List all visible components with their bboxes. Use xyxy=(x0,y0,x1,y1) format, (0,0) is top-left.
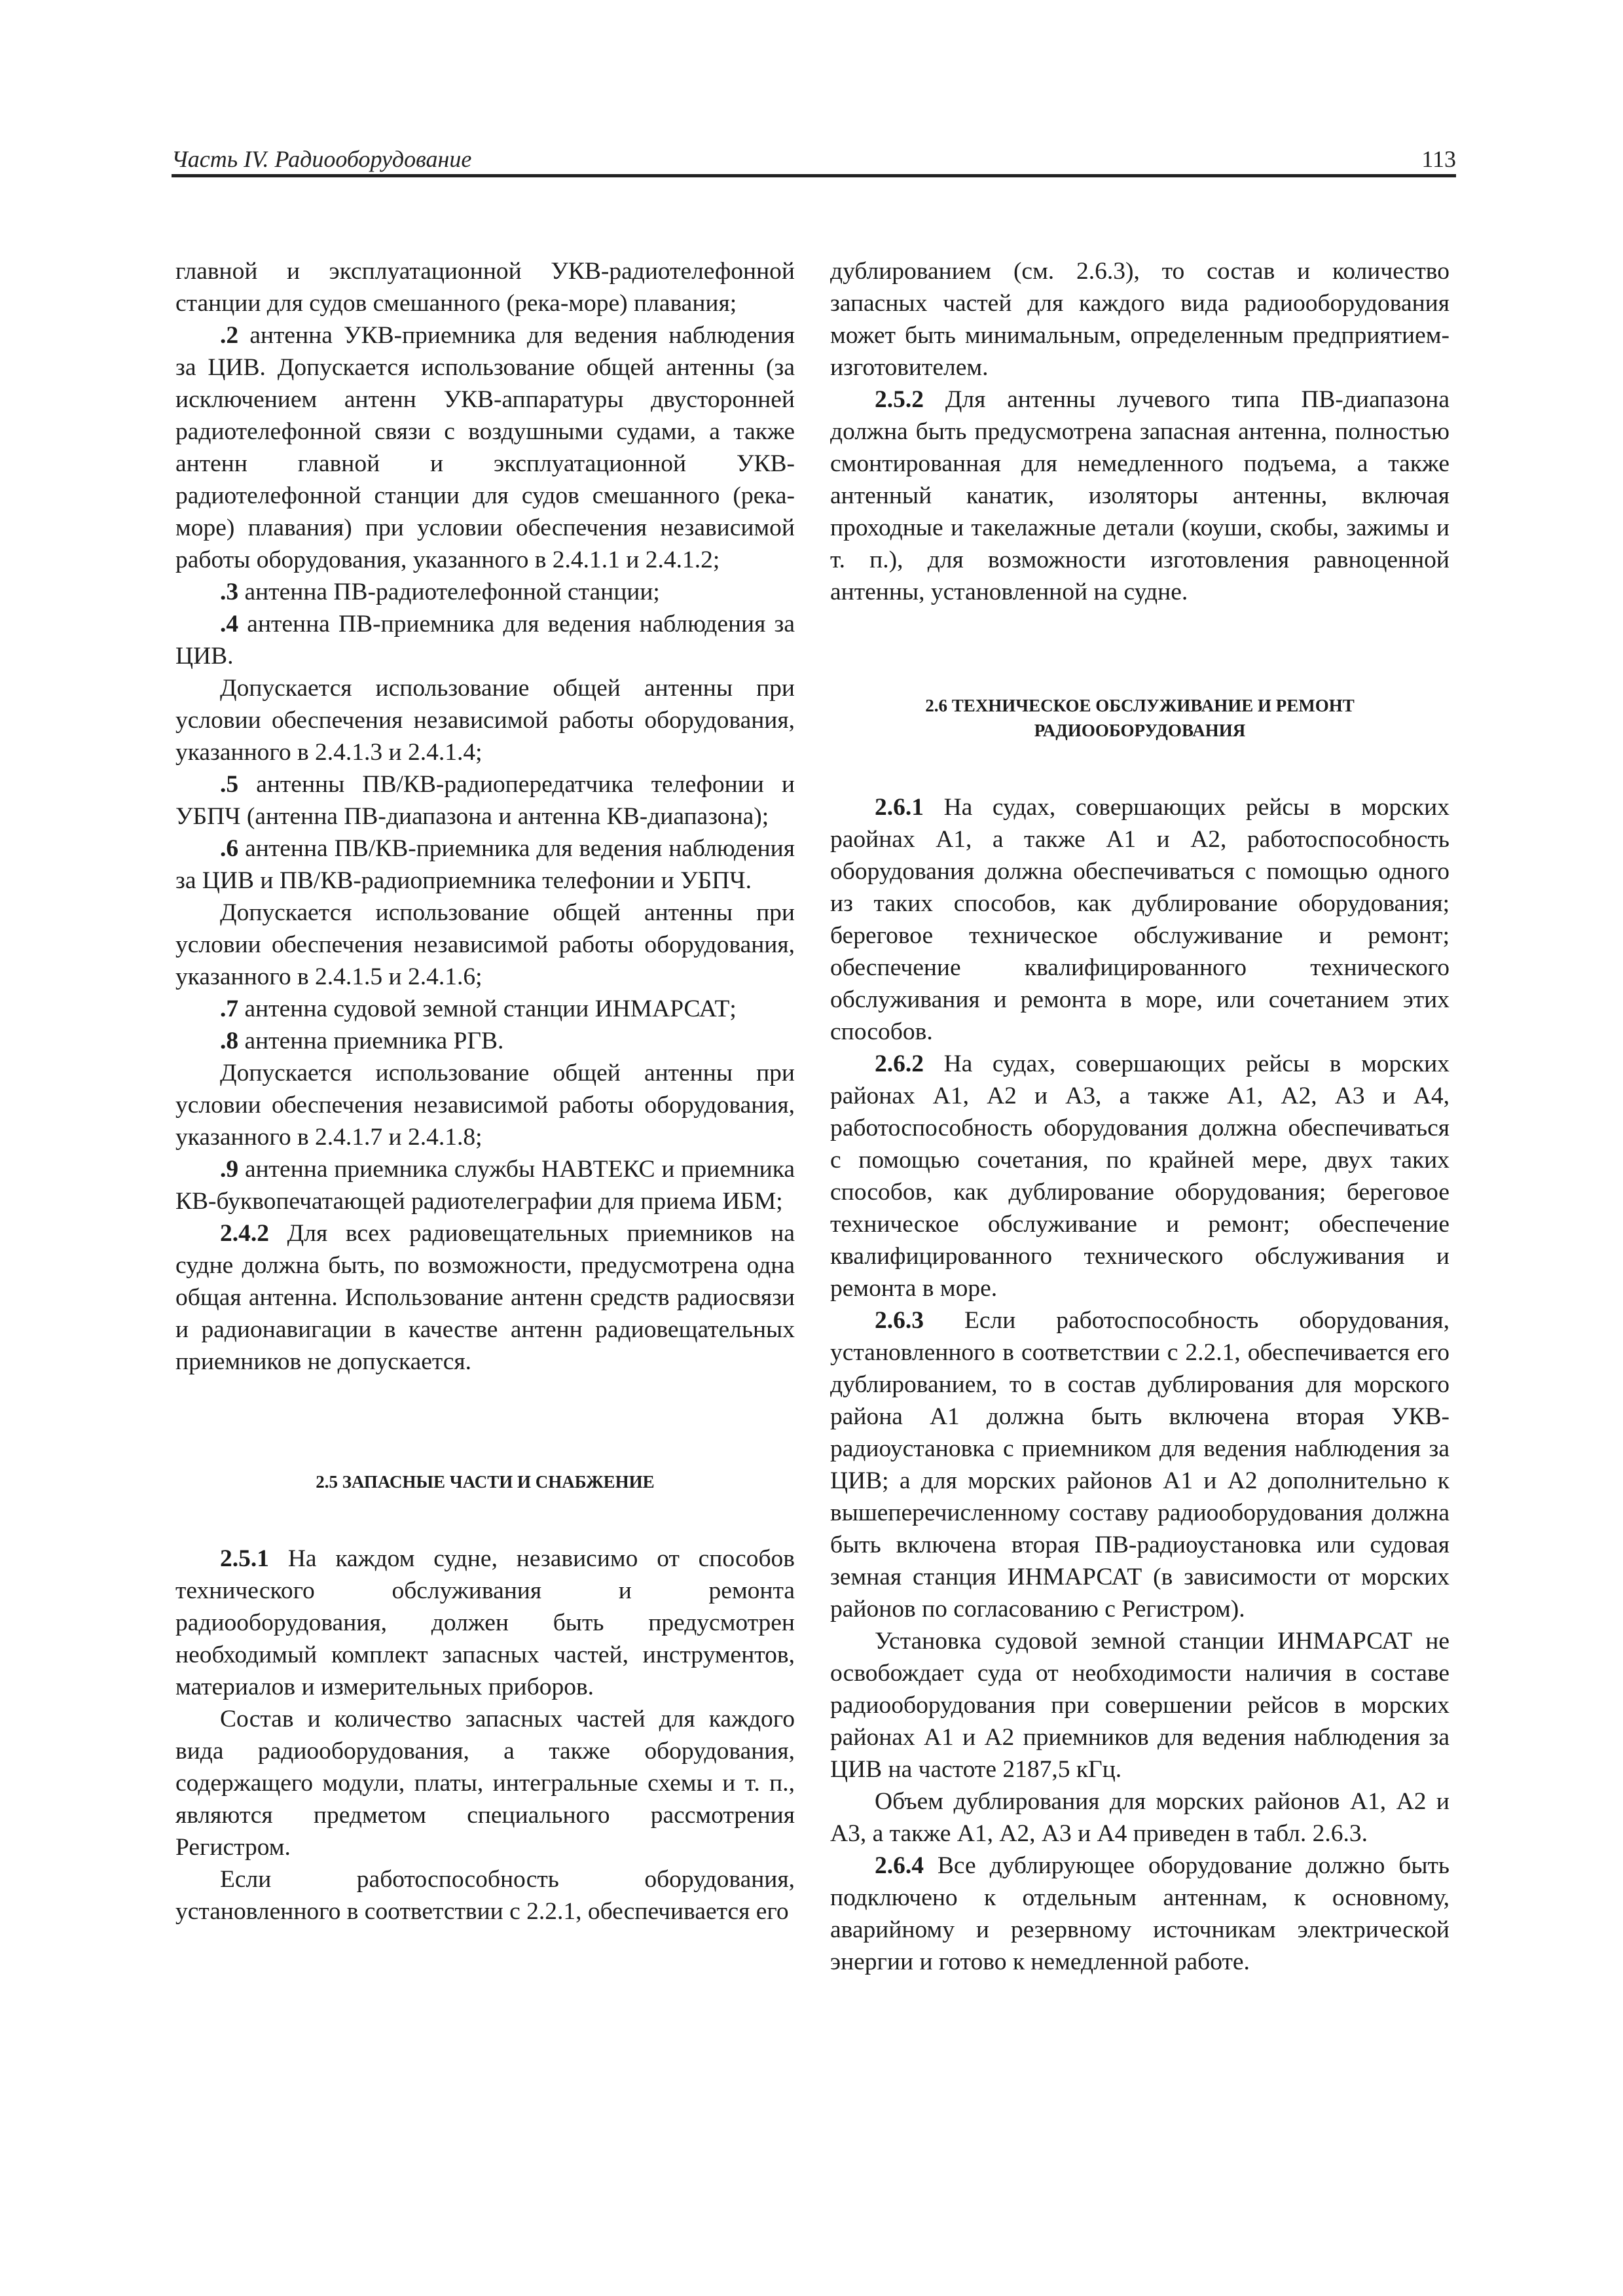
paragraph: 2.6.4 Все дублирующее оборудование должно быть подключено к отдельным антеннам, к основному, аварийному и резервному источникам электрической энергии и готово к немедленной работе. xyxy=(830,1852,1450,1975)
section-heading-2-6: 2.6 ТЕХНИЧЕСКОЕ ОБСЛУЖИВАНИЕ И РЕМОНТ РАДИООБОРУДОВАНИЯ xyxy=(925,696,1355,740)
page-number: 113 xyxy=(1421,146,1456,172)
left-column xyxy=(175,255,795,1928)
paragraph: главной и эксплуатационной УКВ-радиотелефонной станции для судов смешанного (река-море) плавания; xyxy=(175,258,795,317)
section-heading-2-5: 2.5 ЗАПАСНЫЕ ЧАСТИ И СНАБЖЕНИЕ xyxy=(316,1472,655,1492)
list-item: .2 антенна УКВ-приемника для ведения наблюдения за ЦИВ. Допускается использование общей антенны (за исключением антенн УКВ-аппаратуры двусторонней радиотелефонной связи с воздушными судами, а также антенн главной и эксплуатационной УКВ-радиотелефонной станции для судов смешанного (река-море) плавания) при условии обеспечения независимой работы оборудования, указанного в 2.4.1.1 и 2.4.1.2; xyxy=(175,322,795,573)
paragraph: Допускается использование общей антенны при условии обеспечения независимой работы оборудования, указанного в 2.4.1.5 и 2.4.1.6; xyxy=(175,899,795,990)
paragraph: Если работоспособность оборудования, установленного в соответствии с 2.2.1, обеспечивается его xyxy=(175,1866,795,1925)
list-item: .6 антенна ПВ/КВ-приемника для ведения наблюдения за ЦИВ и ПВ/КВ-радиоприемника телефонии и УБПЧ. xyxy=(175,835,795,894)
list-item: .9 антенна приемника службы НАВТЕКС и приемника КВ-буквопечатающей радиотелеграфии для приема ИБМ; xyxy=(175,1156,795,1215)
paragraph: Состав и количество запасных частей для каждого вида радиооборудования, а также оборудования, содержащего модули, платы, интегральные схемы и т. п., являются предметом специального рассмотрения Регистром. xyxy=(175,1706,795,1861)
list-item: .4 антенна ПВ-приемника для ведения наблюдения за ЦИВ. xyxy=(175,611,795,670)
header-rule xyxy=(172,174,1456,177)
paragraph: 2.4.2 Для всех радиовещательных приемников на судне должна быть, по возможности, предусмотрена одна общая антенна. Использование антенн средств радиосвязи и радионавигации в качестве антенн радиовещательных приемников не допускается. xyxy=(175,1220,795,1375)
list-item: .7 антенна судовой земной станции ИНМАРСАТ; xyxy=(220,996,737,1022)
right-column xyxy=(830,255,1450,1978)
paragraph: Объем дублирования для морских районов А1, А2 и А3, а также А1, А2, А3 и А4 приведен в табл. 2.6.3. xyxy=(830,1788,1450,1847)
paragraph: 2.6.2 На судах, совершающих рейсы в морских районах А1, А2 и А3, а также А1, А2, А3 и А4, работоспособность оборудования должна обеспечиваться с помощью сочетания, по крайней мере, двух таких способов, как дублирование оборудования; береговое техническое обслуживание и ремонт; обеспечение квалифицированного технического обслуживания и ремонта в море. xyxy=(830,1050,1450,1302)
paragraph: 2.6.3 Если работоспособность оборудования, установленного в соответствии с 2.2.1, обеспечивается его дублированием, то в состав дублирования для морского района А1 должна быть включена вторая УКВ-радиоустановка с приемником для ведения наблюдения за ЦИВ; а для морских районов А1 и А2 дополнительно к вышеперечисленному составу радиооборудования должна быть включена вторая ПВ-радиоустановка или судовая земная станция ИНМАРСАТ (в зависимости от морских районов по согласованию с Регистром). xyxy=(830,1307,1450,1623)
paragraph: 2.5.1 На каждом судне, независимо от способов технического обслуживания и ремонта радиооборудования, должен быть предусмотрен необходимый комплект запасных частей, инструментов, материалов и измерительных приборов. xyxy=(175,1545,795,1700)
paragraph: Допускается использование общей антенны при условии обеспечения независимой работы оборудования, указанного в 2.4.1.3 и 2.4.1.4; xyxy=(175,675,795,766)
header-section-title: Часть IV. Радиооборудование xyxy=(172,146,472,172)
paragraph: дублированием (см. 2.6.3), то состав и количество запасных частей для каждого вида радиооборудования может быть минимальным, определенным предприятием-изготовителем. xyxy=(830,258,1450,381)
paragraph: Установка судовой земной станции ИНМАРСАТ не освобождает суда от необходимости наличия в составе радиооборудования при совершении рейсов в морских районах А1 и А2 приемников для ведения наблюдения за ЦИВ на частоте 2187,5 кГц. xyxy=(830,1628,1450,1783)
list-item: .5 антенны ПВ/КВ-радиопередатчика телефонии и УБПЧ (антенна ПВ-диапазона и антенна КВ-диапазона); xyxy=(175,771,795,830)
running-header xyxy=(172,139,1456,173)
list-item: .3 антенна ПВ-радиотелефонной станции; xyxy=(220,579,660,605)
paragraph: Допускается использование общей антенны при условии обеспечения независимой работы оборудования, указанного в 2.4.1.7 и 2.4.1.8; xyxy=(175,1060,795,1151)
list-item: .8 антенна приемника РГВ. xyxy=(220,1028,504,1054)
paragraph: 2.6.1 На судах, совершающих рейсы в морских раойнах А1, а также А1 и А2, работоспособность оборудования должна обеспечиваться с помощью одного из таких способов, как дублирование оборудования; береговое техническое обслуживание и ремонт; обеспечение квалифицированного технического обслуживания и ремонта в море, или сочетанием этих способов. xyxy=(830,794,1450,1045)
paragraph: 2.5.2 Для антенны лучевого типа ПВ-диапазона должна быть предусмотрена запасная антенна, полностью смонтированная для немедленного подъема, а также антенный канатик, изоляторы антенны, включая проходные и такелажные детали (коуши, скобы, зажимы и т. п.), для возможности изготовления равноценной антенны, установленной на судне. xyxy=(830,386,1450,605)
